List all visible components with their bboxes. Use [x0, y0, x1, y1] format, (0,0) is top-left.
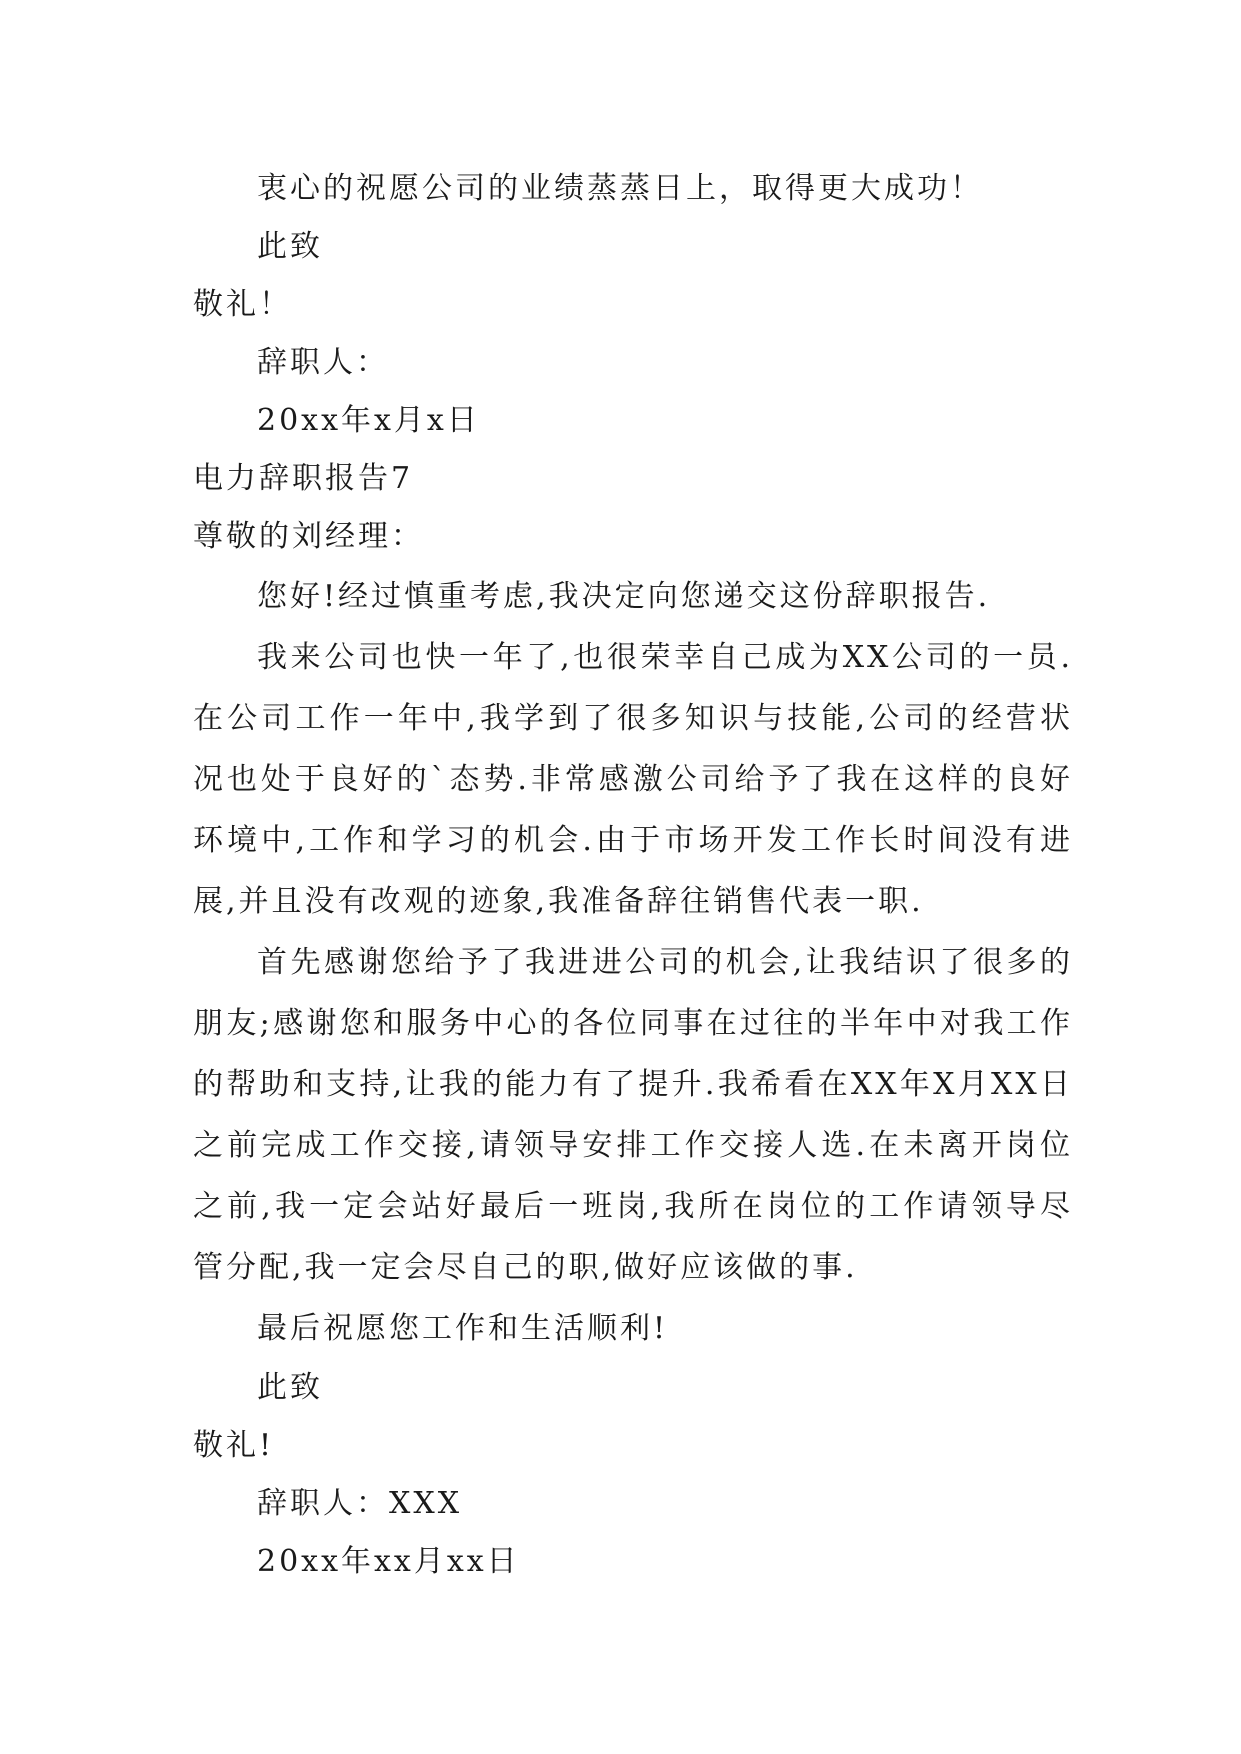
closing-line-1: 此致 — [257, 229, 323, 264]
document-page — [193, 160, 1073, 1591]
regards-line-1: 敬礼！ — [193, 287, 292, 322]
date-line-1: 20xx年x月x日 — [257, 403, 480, 438]
closing-line-2: 此致 — [257, 1370, 323, 1405]
paragraph-wish: 最后祝愿您工作和生活顺利! — [257, 1311, 669, 1346]
paragraph-greeting: 您好!经过慎重考虑,我决定向您递交这份辞职报告. — [257, 579, 991, 614]
regards-line-2: 敬礼! — [193, 1428, 275, 1463]
paragraph-body-1: 我来公司也快一年了,也很荣幸自己成为XX公司的一员.在公司工作一年中,我学到了很多知识与技能,公司的经营状况也处于良好的`态势.非常感激公司给予了我在这样的良好环境中,工作和学习的机会.由于市场开发工作长时间没有进展,并且没有改观的迹象,我准备辞往销售代表一职. — [193, 640, 1073, 919]
signer-line-2: 辞职人：XXX — [257, 1486, 463, 1521]
wish-line: 衷心的祝愿公司的业绩蒸蒸日上，取得更大成功！ — [257, 171, 983, 206]
date-line-2: 20xx年xx月xx日 — [257, 1544, 520, 1579]
signer-line-1: 辞职人： — [257, 345, 389, 380]
paragraph-body-2: 首先感谢您给予了我进进公司的机会,让我结识了很多的朋友;感谢您和服务中心的各位同事在过往的半年中对我工作的帮助和支持,让我的能力有了提升.我希看在XX年X月XX日之前完成工作交接,请领导安排工作交接人选.在未离开岗位之前,我一定会站好最后一班岗,我所在岗位的工作请领导尽管分配,我一定会尽自己的职,做好应该做的事. — [193, 945, 1073, 1285]
section-title: 电力辞职报告7 — [193, 461, 414, 496]
salutation: 尊敬的刘经理： — [193, 519, 424, 554]
